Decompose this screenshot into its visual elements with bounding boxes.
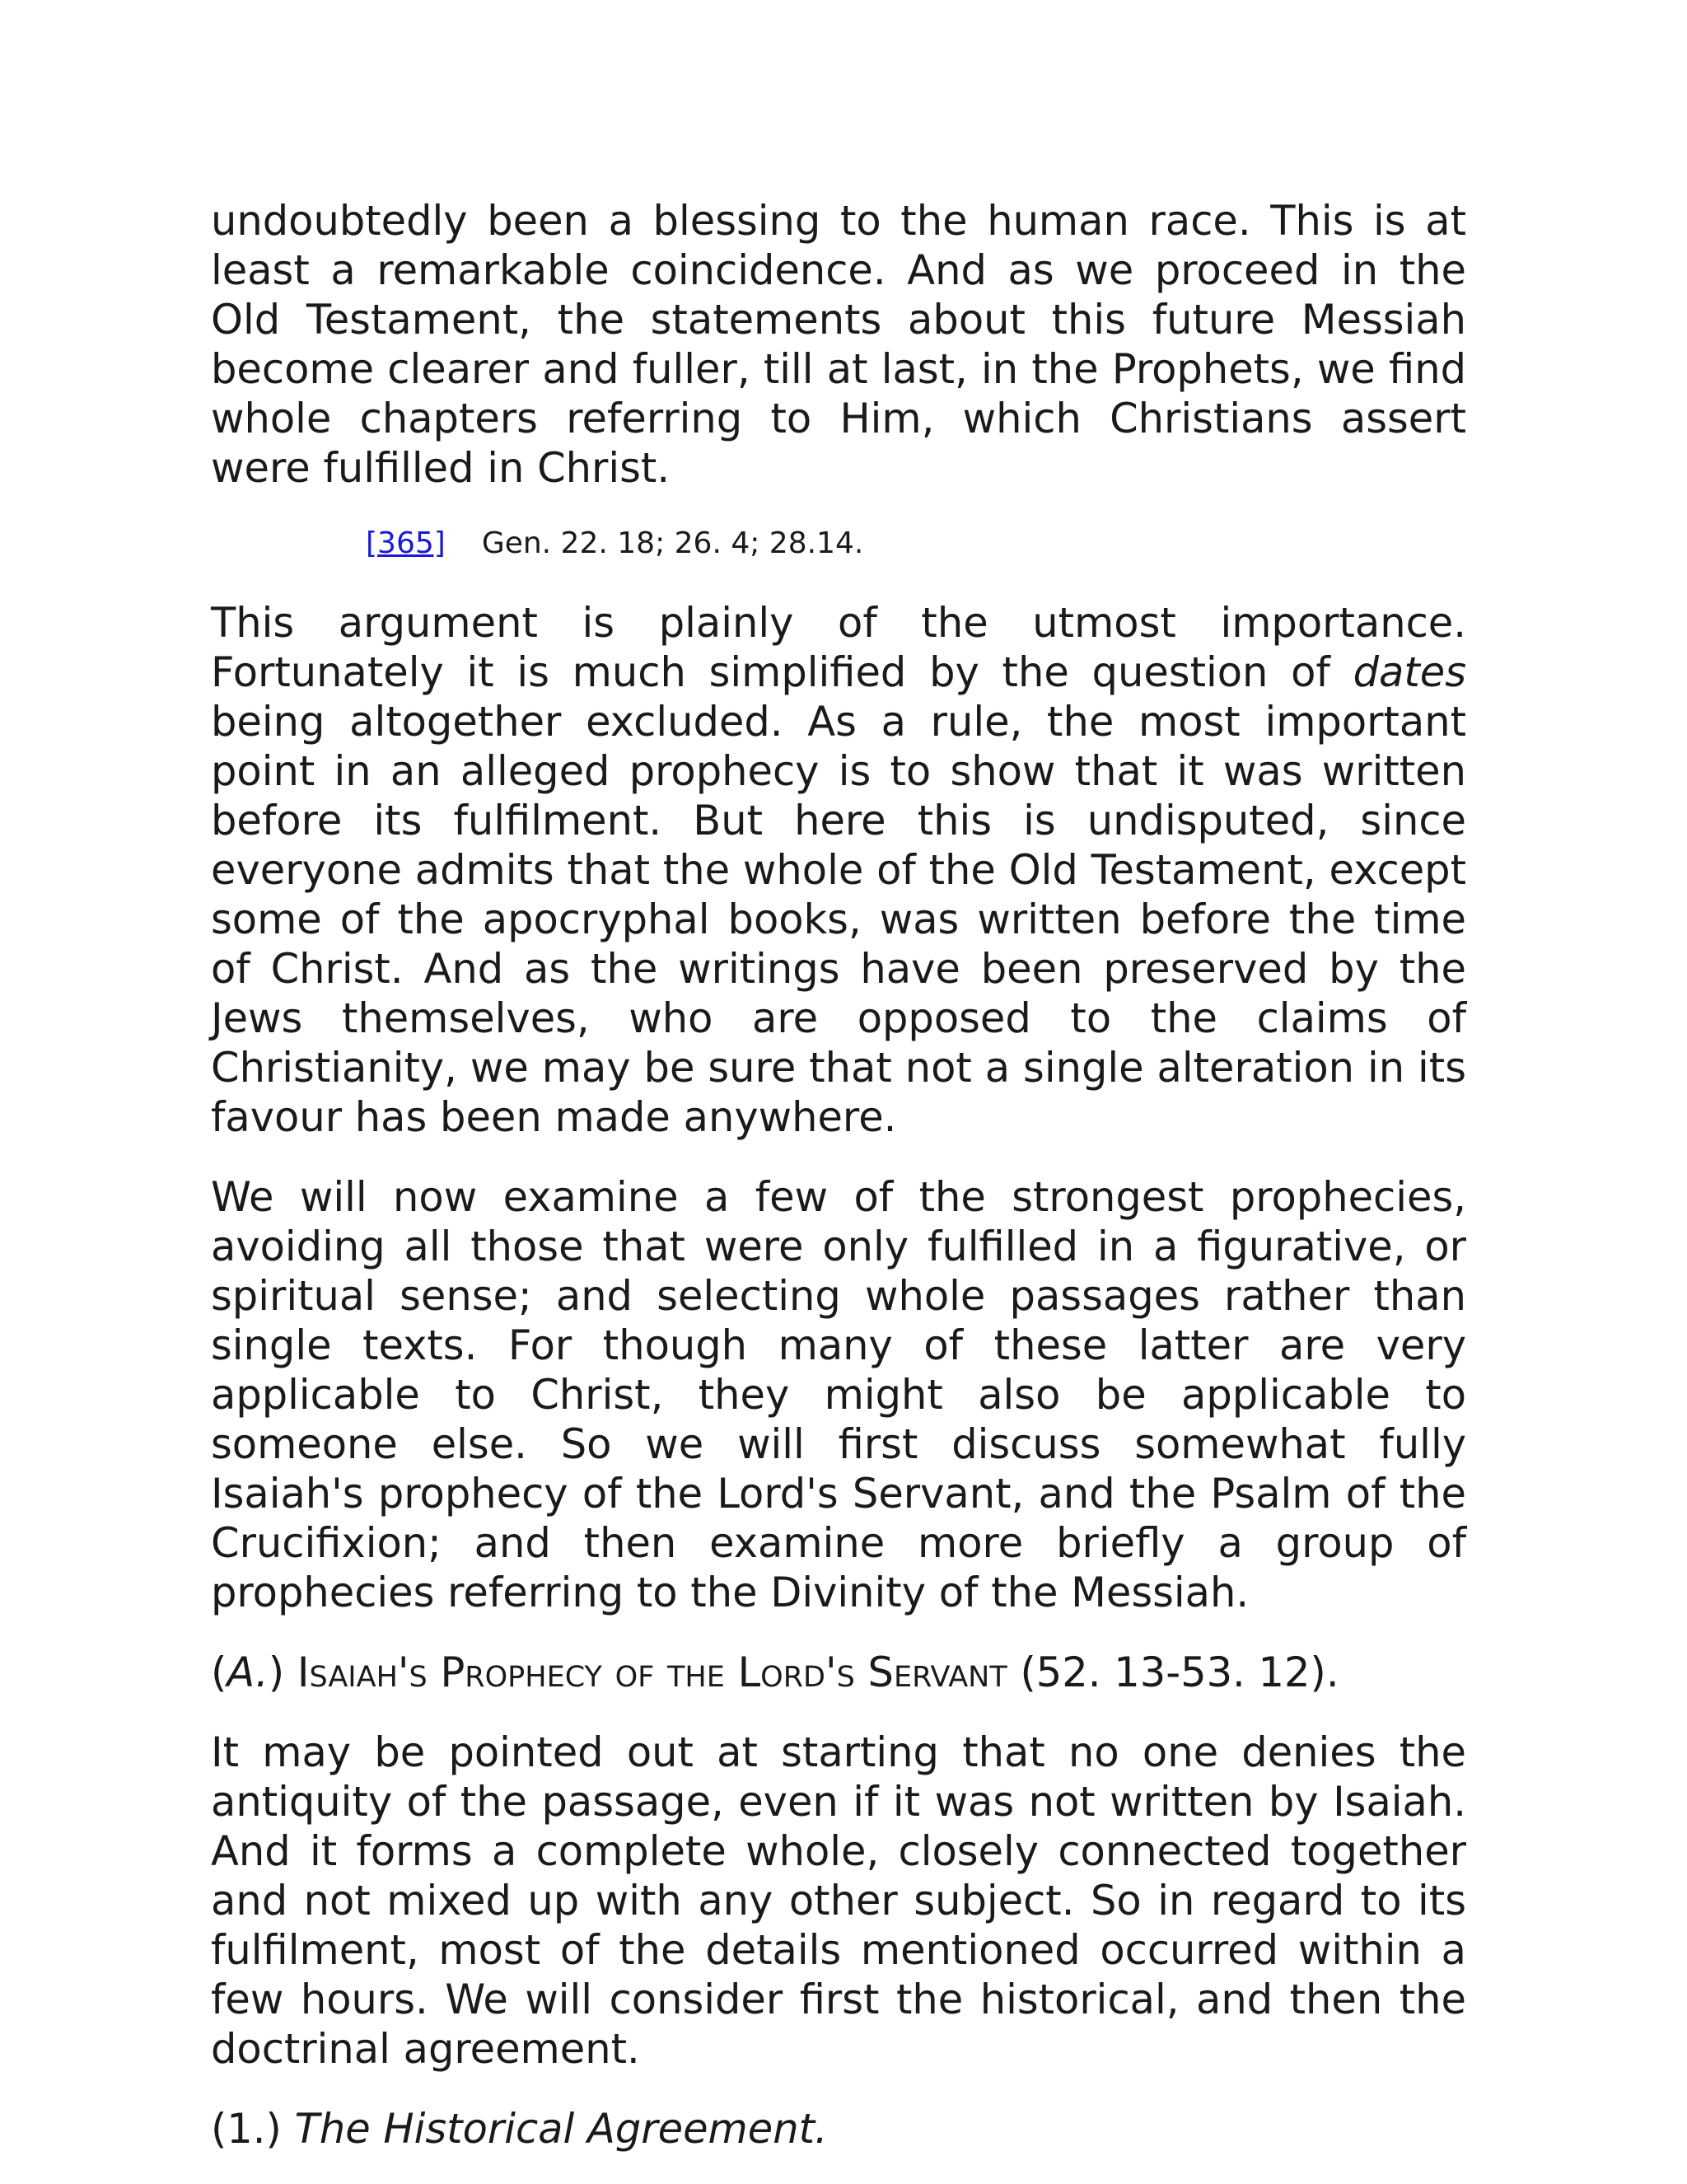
footnote-link[interactable]: [365]	[366, 526, 446, 560]
subheading-title: The Historical Agreement.	[294, 2105, 828, 2153]
section-heading-letter: A.	[227, 1649, 269, 1696]
paragraph-examine: We will now examine a few of the strongest prophecies, avoiding all those that were only fulfilled in a figurative, or spiritual sense; and selecting whole passages rather than single texts. For though many of these latter are very applicable to Christ, they might also be applicable to someone else. So we will first discuss somewhat fully Isaiah's prophecy of the Lord's Servant, and the Psalm of the Crucifixion; and then examine more briefly a group of prophecies referring to the Divinity of the Messiah.	[211, 1173, 1466, 1616]
section-heading-title: Isaiah's Prophecy of the Lord's Servant	[297, 1649, 1007, 1696]
paragraph-argument-end: being altogether excluded. As a rule, the most important point in an alleged prophecy is to show that it was written before its fulfilment. But here this is undisputed, since everyone admits that the whole of the Old Testament, except some of the apocryphal books, was written before the time of Christ. And as the writings have been preserved by the Jews themselves, who are opposed to the claims of Christianity, we may be sure that not a single alteration in its favour has been made anywhere.	[211, 698, 1466, 1141]
paragraph-blessing: undoubtedly been a blessing to the human race. This is at least a remarkable coincidence. And as we proceed in the Old Testament, the statements about this future Messiah become clearer and fuller, till at last, in the Prophets, we find whole chapters referring to Him, which Christians assert were fulfilled in Christ.	[211, 197, 1466, 492]
document-page	[211, 196, 1466, 2184]
paragraph-antiquity: It may be pointed out at starting that no one denies the antiquity of the passage, even if it was not written by Isaiah. And it forms a complete whole, closely connected together and not mixed up with any other subject. So in regard to its fulfilment, most of the details mentioned occurred within a few hours. We will consider first the historical, and then the doctrinal agreement.	[211, 1728, 1466, 2073]
footnote	[211, 523, 1466, 564]
section-heading-open: (	[211, 1649, 227, 1696]
section-heading-close: )	[268, 1649, 285, 1696]
footnote-text: Gen. 22. 18; 26. 4; 28.14.	[481, 526, 864, 560]
paragraph-argument-emphasis: dates	[1353, 648, 1466, 696]
subheading-number: (1.)	[211, 2105, 282, 2153]
paragraph-argument	[211, 598, 1466, 1142]
section-heading	[211, 1648, 1466, 1697]
paragraph-argument-start: This argument is plainly of the utmost importance. Fortunately it is much simplified by the question of	[211, 599, 1466, 696]
section-heading-reference: (52. 13-53. 12).	[1020, 1649, 1339, 1696]
subheading	[211, 2104, 1466, 2154]
